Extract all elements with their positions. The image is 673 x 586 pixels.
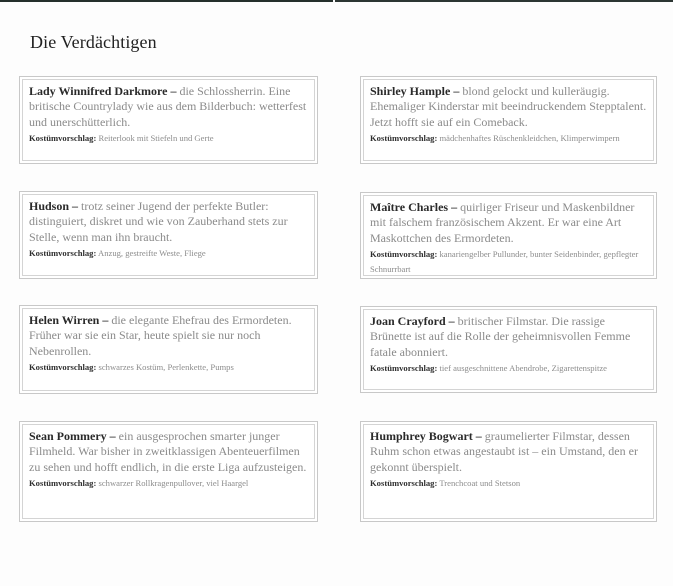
suspect-description	[29, 429, 308, 475]
suspect-description	[29, 313, 308, 359]
suspect-description	[29, 84, 308, 130]
suspect-card-humphrey-bogwart	[360, 421, 657, 522]
costume-suggestion	[370, 361, 647, 376]
suspect-card-lady-winnifred-darkmore	[19, 76, 318, 164]
costume-suggestion	[29, 476, 308, 491]
costume-label: Kostümvorschlag:	[29, 478, 97, 489]
costume-text: Reiterlook mit Stiefeln und Gerte	[98, 133, 214, 144]
costume-label: Kostümvorschlag:	[370, 249, 438, 260]
costume-label: Kostümvorschlag:	[29, 133, 97, 144]
suspect-description	[370, 84, 647, 130]
suspect-card-inner	[22, 308, 315, 391]
suspect-card-inner	[22, 424, 315, 519]
costume-suggestion	[29, 246, 308, 261]
costume-suggestion	[370, 131, 647, 146]
suspect-card-helen-wirren	[19, 305, 318, 394]
name-separator: –	[448, 200, 461, 214]
suspect-description	[370, 200, 647, 246]
suspect-name: Humphrey Bogwart	[370, 429, 473, 443]
suspect-card-inner	[22, 194, 315, 276]
suspect-card-shirley-hample	[360, 76, 657, 164]
suspect-name: Shirley Hample	[370, 84, 451, 98]
costume-text: mädchenhaftes Rüschenkleidchen, Klimperwimpern	[439, 133, 620, 144]
suspect-name: Helen Wirren	[29, 313, 100, 327]
costume-label: Kostümvorschlag:	[370, 478, 438, 489]
suspect-card-inner	[363, 309, 654, 390]
name-separator: –	[445, 314, 458, 328]
suspect-card-inner	[363, 424, 654, 519]
name-separator: –	[472, 429, 485, 443]
suspect-description	[370, 429, 647, 475]
name-separator: –	[450, 84, 463, 98]
costume-label: Kostümvorschlag:	[29, 362, 97, 373]
costume-text: kanariengelber Pullunder, bunter Seidenbinder, gepflegter Schnurrbart	[370, 249, 639, 275]
suspect-name: Maître Charles	[370, 200, 449, 214]
top-edge-bar-left	[0, 0, 333, 2]
suspect-name: Sean Pommery	[29, 429, 107, 443]
costume-label: Kostümvorschlag:	[370, 363, 438, 374]
suspect-card-joan-crayford	[360, 306, 657, 393]
suspect-card-inner	[363, 195, 654, 276]
suspect-description-text: blond gelockt und kulleräugig. Ehemaliger Kinderstar mit beeindruckendem Stepptalent. Jetzt hofft sie auf ein Comeback.	[370, 84, 647, 129]
costume-label: Kostümvorschlag:	[29, 248, 97, 259]
suspect-card-hudson	[19, 191, 318, 279]
page-title: Die Verdächtigen	[30, 32, 157, 52]
suspect-description-text: quirliger Friseur und Maskenbildner mit falschem französischem Akzent. Er war eine Art Maskottchen des Ermordeten.	[370, 200, 635, 245]
costume-text: tief ausgeschnittene Abendrobe, Zigarettenspitze	[439, 363, 607, 374]
suspect-description-text: britischer Filmstar. Die rassige Brünette ist auf die Rolle der geheimnisvollen Femme fatale abonniert.	[370, 314, 631, 359]
costume-text: Anzug, gestreifte Weste, Fliege	[98, 248, 206, 259]
costume-suggestion	[370, 247, 647, 277]
name-separator: –	[167, 84, 180, 98]
suspect-description	[29, 199, 308, 245]
suspect-name: Hudson	[29, 199, 70, 213]
suspect-description-text: graumelierter Filmstar, dessen Ruhm schon etwas angestaubt ist – ein Umstand, den er gekonnt überspielt.	[370, 429, 638, 474]
suspect-name: Joan Crayford	[370, 314, 446, 328]
suspect-description-text: ein ausgesprochen smarter junger Filmheld. War bisher in zweitklassigen Abenteuerfilmen zu sehen und hofft endlich, in die erste Liga aufzusteigen.	[29, 429, 307, 474]
name-separator: –	[69, 199, 82, 213]
name-separator: –	[106, 429, 119, 443]
suspect-name: Lady Winnifred Darkmore	[29, 84, 168, 98]
suspect-card-inner	[22, 79, 315, 161]
suspect-description	[370, 314, 647, 360]
suspect-card-maitre-charles	[360, 192, 657, 279]
costume-label: Kostümvorschlag:	[370, 133, 438, 144]
suspect-description-text: trotz seiner Jugend der perfekte Butler: distinguiert, diskret und wie von Zauberhand stets zur Stelle, wenn man ihn braucht.	[29, 199, 288, 244]
costume-text: schwarzes Kostüm, Perlenkette, Pumps	[98, 362, 234, 373]
top-edge-bar-right	[335, 0, 673, 2]
costume-suggestion	[29, 131, 308, 146]
suspect-card-sean-pommery	[19, 421, 318, 522]
suspect-description-text: die elegante Ehefrau des Ermordeten. Früher war sie ein Star, heute spielt sie nur noch Nebenrollen.	[29, 313, 292, 358]
costume-text: Trenchcoat und Stetson	[439, 478, 521, 489]
name-separator: –	[99, 313, 112, 327]
costume-suggestion	[370, 476, 647, 491]
suspect-description-text: die Schlossherrin. Eine britische Countrylady wie aus dem Bilderbuch: wetterfest und unerschütterlich.	[29, 84, 307, 129]
suspect-card-inner	[363, 79, 654, 161]
costume-suggestion	[29, 360, 308, 375]
costume-text: schwarzer Rollkragenpullover, viel Haargel	[98, 478, 249, 489]
